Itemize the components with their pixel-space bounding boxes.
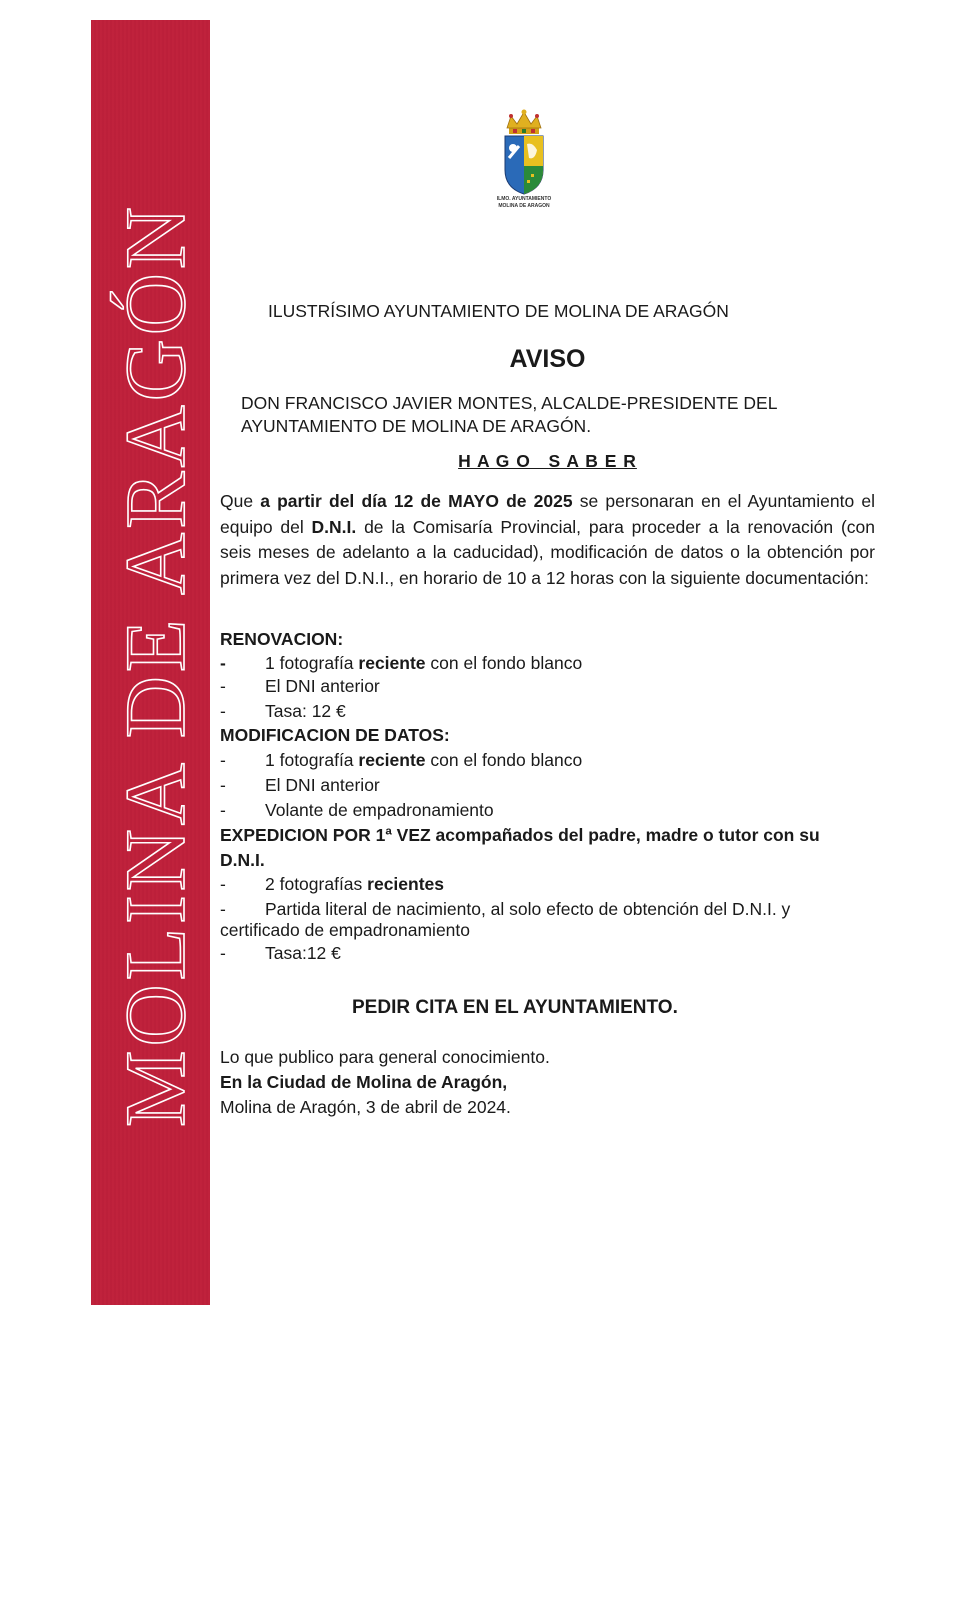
- list-item: - Partida literal de nacimiento, al solo efecto de obtención del D.N.I. y: [220, 899, 791, 919]
- pedir-cita-notice: PEDIR CITA EN EL AYUNTAMIENTO.: [352, 997, 678, 1018]
- notice-title: AVISO: [509, 345, 586, 373]
- list-item: - Volante de empadronamiento: [220, 800, 494, 820]
- list-item-continuation: certificado de empadronamiento: [220, 920, 471, 940]
- list-item: - El DNI anterior: [220, 676, 380, 696]
- coat-of-arms-logo: [494, 108, 554, 218]
- side-band-title: MOLINA DE ARAGÓN: [107, 203, 203, 1127]
- intro-paragraph: [220, 489, 875, 591]
- intro-dni: D.N.I.: [311, 516, 357, 537]
- list-item: - 1 fotografía reciente con el fondo blanco: [220, 653, 583, 673]
- modificacion-heading: MODIFICACION DE DATOS:: [220, 725, 450, 745]
- renovacion-heading: RENOVACION:: [220, 629, 344, 649]
- hago-saber-heading: H A G O S A B E R: [458, 451, 637, 471]
- list-item: - Tasa: 12 €: [220, 701, 346, 721]
- mayor-line-2: AYUNTAMIENTO DE MOLINA DE ARAGÓN.: [241, 416, 592, 436]
- intro-text-3: de la Comisaría Provincial, para proceder a la renovación (con seis meses de adelanto a la caducidad), modificación de datos o la obtención por primera vez del D.N.I., en horario de 10 a 12 horas con la siguiente documentación:: [220, 516, 875, 588]
- list-item: - 1 fotografía reciente con el fondo blanco: [220, 750, 583, 770]
- expedicion-heading-1: EXPEDICION POR 1ª VEZ acompañados del padre, madre o tutor con su: [220, 825, 820, 845]
- crest-caption-line1: ILMO. AYUNTAMIENTO: [496, 196, 552, 202]
- institution-name: ILUSTRÍSIMO AYUNTAMIENTO DE MOLINA DE ARAGÓN: [268, 301, 729, 321]
- list-item: - El DNI anterior: [220, 775, 380, 795]
- list-item: - Tasa:12 €: [220, 943, 341, 963]
- closing-date: Molina de Aragón, 3 de abril de 2024.: [220, 1097, 511, 1117]
- mayor-line-1: DON FRANCISCO JAVIER MONTES, ALCALDE-PRESIDENTE DEL: [241, 393, 778, 413]
- crest-caption-line2: MOLINA DE ARAGON: [498, 203, 550, 209]
- expedicion-heading-2: D.N.I.: [220, 850, 265, 870]
- intro-text-1: Que: [220, 491, 261, 511]
- list-item: - 2 fotografías recientes: [220, 874, 445, 894]
- intro-text-2: se personaran en el Ayuntamiento el equipo del: [220, 491, 875, 537]
- closing-line-2: En la Ciudad de Molina de Aragón,: [220, 1072, 508, 1092]
- closing-line-1: Lo que publico para general conocimiento.: [220, 1047, 550, 1067]
- coat-of-arms-icon: [501, 108, 547, 196]
- intro-date: a partir del día 12 de MAYO de 2025: [260, 491, 573, 511]
